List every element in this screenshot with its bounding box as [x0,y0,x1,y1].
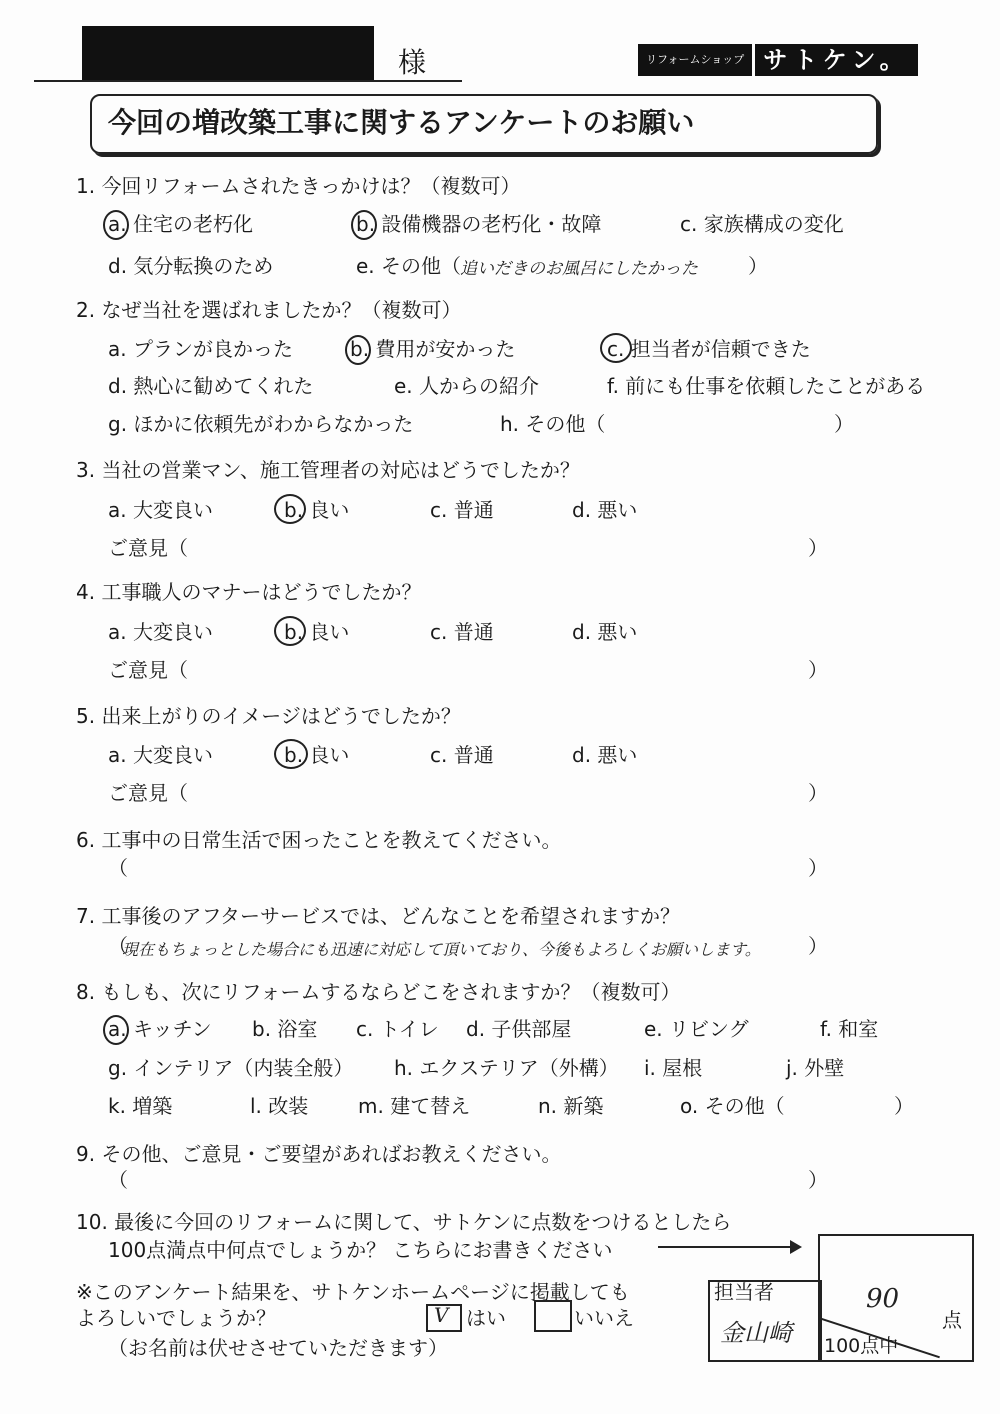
q8-option-m: m. 建て替え [358,1094,471,1118]
q8-option-g: g. インテリア（内装全般） [108,1056,354,1080]
q4-circle-b [274,616,306,646]
staff-label: 担当者 [714,1280,774,1304]
consent-note: （お名前は伏せさせていただきます） [108,1336,448,1360]
q6-close: ） [808,856,828,880]
q1-option-e: e. その他（ [356,254,462,278]
q5-question: 5. 出来上がりのイメージはどうでしたか？ [76,704,461,728]
arrow-head-icon [790,1240,802,1254]
q4-option-c: c. 普通 [430,620,494,644]
q5-option-b: b. 良い [284,743,350,767]
q8-option-o: o. その他（ [680,1094,785,1118]
q3-option-b: b. 良い [284,498,350,522]
q8-option-n: n. 新築 [538,1094,604,1118]
consent-line2: よろしいでしょうか？ [76,1306,276,1330]
q5-option-a: a. 大変良い [108,743,213,767]
q8-option-b: b. 浴室 [252,1017,318,1041]
q8-question: 8. もしも、次にリフォームするならどこをされますか？（複数可） [76,980,681,1004]
q2-option-a: a. プランが良かった [108,337,293,361]
q5-circle-b [274,739,308,769]
page-title: 今回の増改築工事に関するアンケートのお願い [108,106,695,139]
customer-name-redacted [82,26,374,82]
q2-question: 2. なぜ当社を選ばれましたか？（複数可） [76,298,462,322]
q4-option-a: a. 大変良い [108,620,213,644]
q2-option-c: c. 担当者が信頼できた [607,337,811,361]
q4-question: 4. 工事職人のマナーはどうでしたか？ [76,580,422,604]
q8-circle-a [103,1015,129,1045]
q1-option-a: a. 住宅の老朽化 [108,212,253,236]
q10-question-line2: 100点満点中何点でしょうか？ こちらにお書きください [108,1238,613,1262]
staff-signature: 金山崎 [720,1319,792,1347]
q9-close: ） [808,1168,828,1192]
q2-circle-b [345,335,371,365]
q2-option-e: e. 人からの紹介 [394,374,540,398]
q8-option-f: f. 和室 [820,1017,879,1041]
q5-option-c: c. 普通 [430,743,494,767]
arrow-line [658,1246,792,1248]
q2-close: ） [834,412,854,436]
q6-open: （ [108,856,128,880]
q8-option-j: j. 外壁 [786,1056,845,1080]
q1-question: 1. 今回リフォームされたきっかけは？（複数可） [76,174,521,198]
q8-option-l: l. 改装 [250,1094,309,1118]
brand-name: サトケン。 [755,44,917,76]
q3-close: ） [808,536,828,560]
q2-option-d: d. 熱心に勧めてくれた [108,374,314,398]
q8-option-i: i. 屋根 [644,1056,703,1080]
name-underline [34,80,462,82]
q4-option-d: d. 悪い [572,620,638,644]
q8-close: ） [894,1094,914,1118]
q8-option-c: c. トイレ [356,1017,439,1041]
q9-question: 9. その他、ご意見・ご要望があればお教えください。 [76,1142,562,1166]
q2-option-b: b. 費用が安かった [350,337,516,361]
score-value: 90 [866,1284,900,1314]
q1-option-b: b. 設備機器の老朽化・故障 [356,212,602,236]
brand-prefix: リフォームショップ [638,44,752,76]
q1-circle-a [103,210,129,240]
q7-answer: 現在もちょっとした場合にも迅速に対応して頂いており、今後もよろしくお願いします。 [122,940,761,959]
brand-logo [638,44,918,76]
q8-option-k: k. 増築 [108,1094,173,1118]
score-base: 100点中 [824,1335,899,1357]
q4-close: ） [808,658,828,682]
q2-option-h: h. その他（ [500,412,606,436]
q4-option-b: b. 良い [284,620,350,644]
q1-circle-b [351,210,377,240]
honorific: 様 [398,46,427,79]
q3-option-d: d. 悪い [572,498,638,522]
q5-option-d: d. 悪い [572,743,638,767]
q8-option-e: e. リビング [644,1017,749,1041]
q7-close: ） [808,934,828,958]
q1-option-d: d. 気分転換のため [108,254,274,278]
q8-option-a: a. キッチン [108,1017,212,1041]
q3-option-c: c. 普通 [430,498,494,522]
q1-other-answer: 追いだきのお風呂にしたかった [460,259,698,279]
consent-no-label: いいえ [574,1306,634,1330]
q2-option-g: g. ほかに依頼先がわからなかった [108,412,414,436]
consent-yes-check-mark: V [434,1303,449,1327]
consent-yes-label: はい [466,1306,506,1330]
q1-close: ） [748,254,768,278]
consent-no-checkbox[interactable] [534,1300,572,1332]
q4-comment: ご意見（ [108,658,188,682]
q9-open: （ [108,1168,128,1192]
q2-option-f: f. 前にも仕事を依頼したことがある [607,374,926,398]
score-unit: 点 [942,1308,962,1332]
q8-option-h: h. エクステリア（外構） [394,1056,619,1080]
q10-question: 10. 最後に今回のリフォームに関して、サトケンに点数をつけるとしたら [76,1210,732,1234]
q2-circle-c [600,333,632,363]
q6-question: 6. 工事中の日常生活で困ったことを教えてください。 [76,828,562,852]
q7-question: 7. 工事後のアフターサービスでは、どんなことを希望されますか？ [76,904,681,928]
q3-option-a: a. 大変良い [108,498,213,522]
q3-question: 3. 当社の営業マン、施工管理者の対応はどうでしたか？ [76,458,580,482]
q7-open: （ [108,934,128,958]
q5-close: ） [808,781,828,805]
q3-comment: ご意見（ [108,536,188,560]
consent-line1: ※このアンケート結果を、サトケンホームページに掲載しても [76,1280,630,1304]
q5-comment: ご意見（ [108,781,188,805]
q3-circle-b [274,494,306,524]
q1-option-c: c. 家族構成の変化 [680,212,844,236]
q8-option-d: d. 子供部屋 [466,1017,572,1041]
